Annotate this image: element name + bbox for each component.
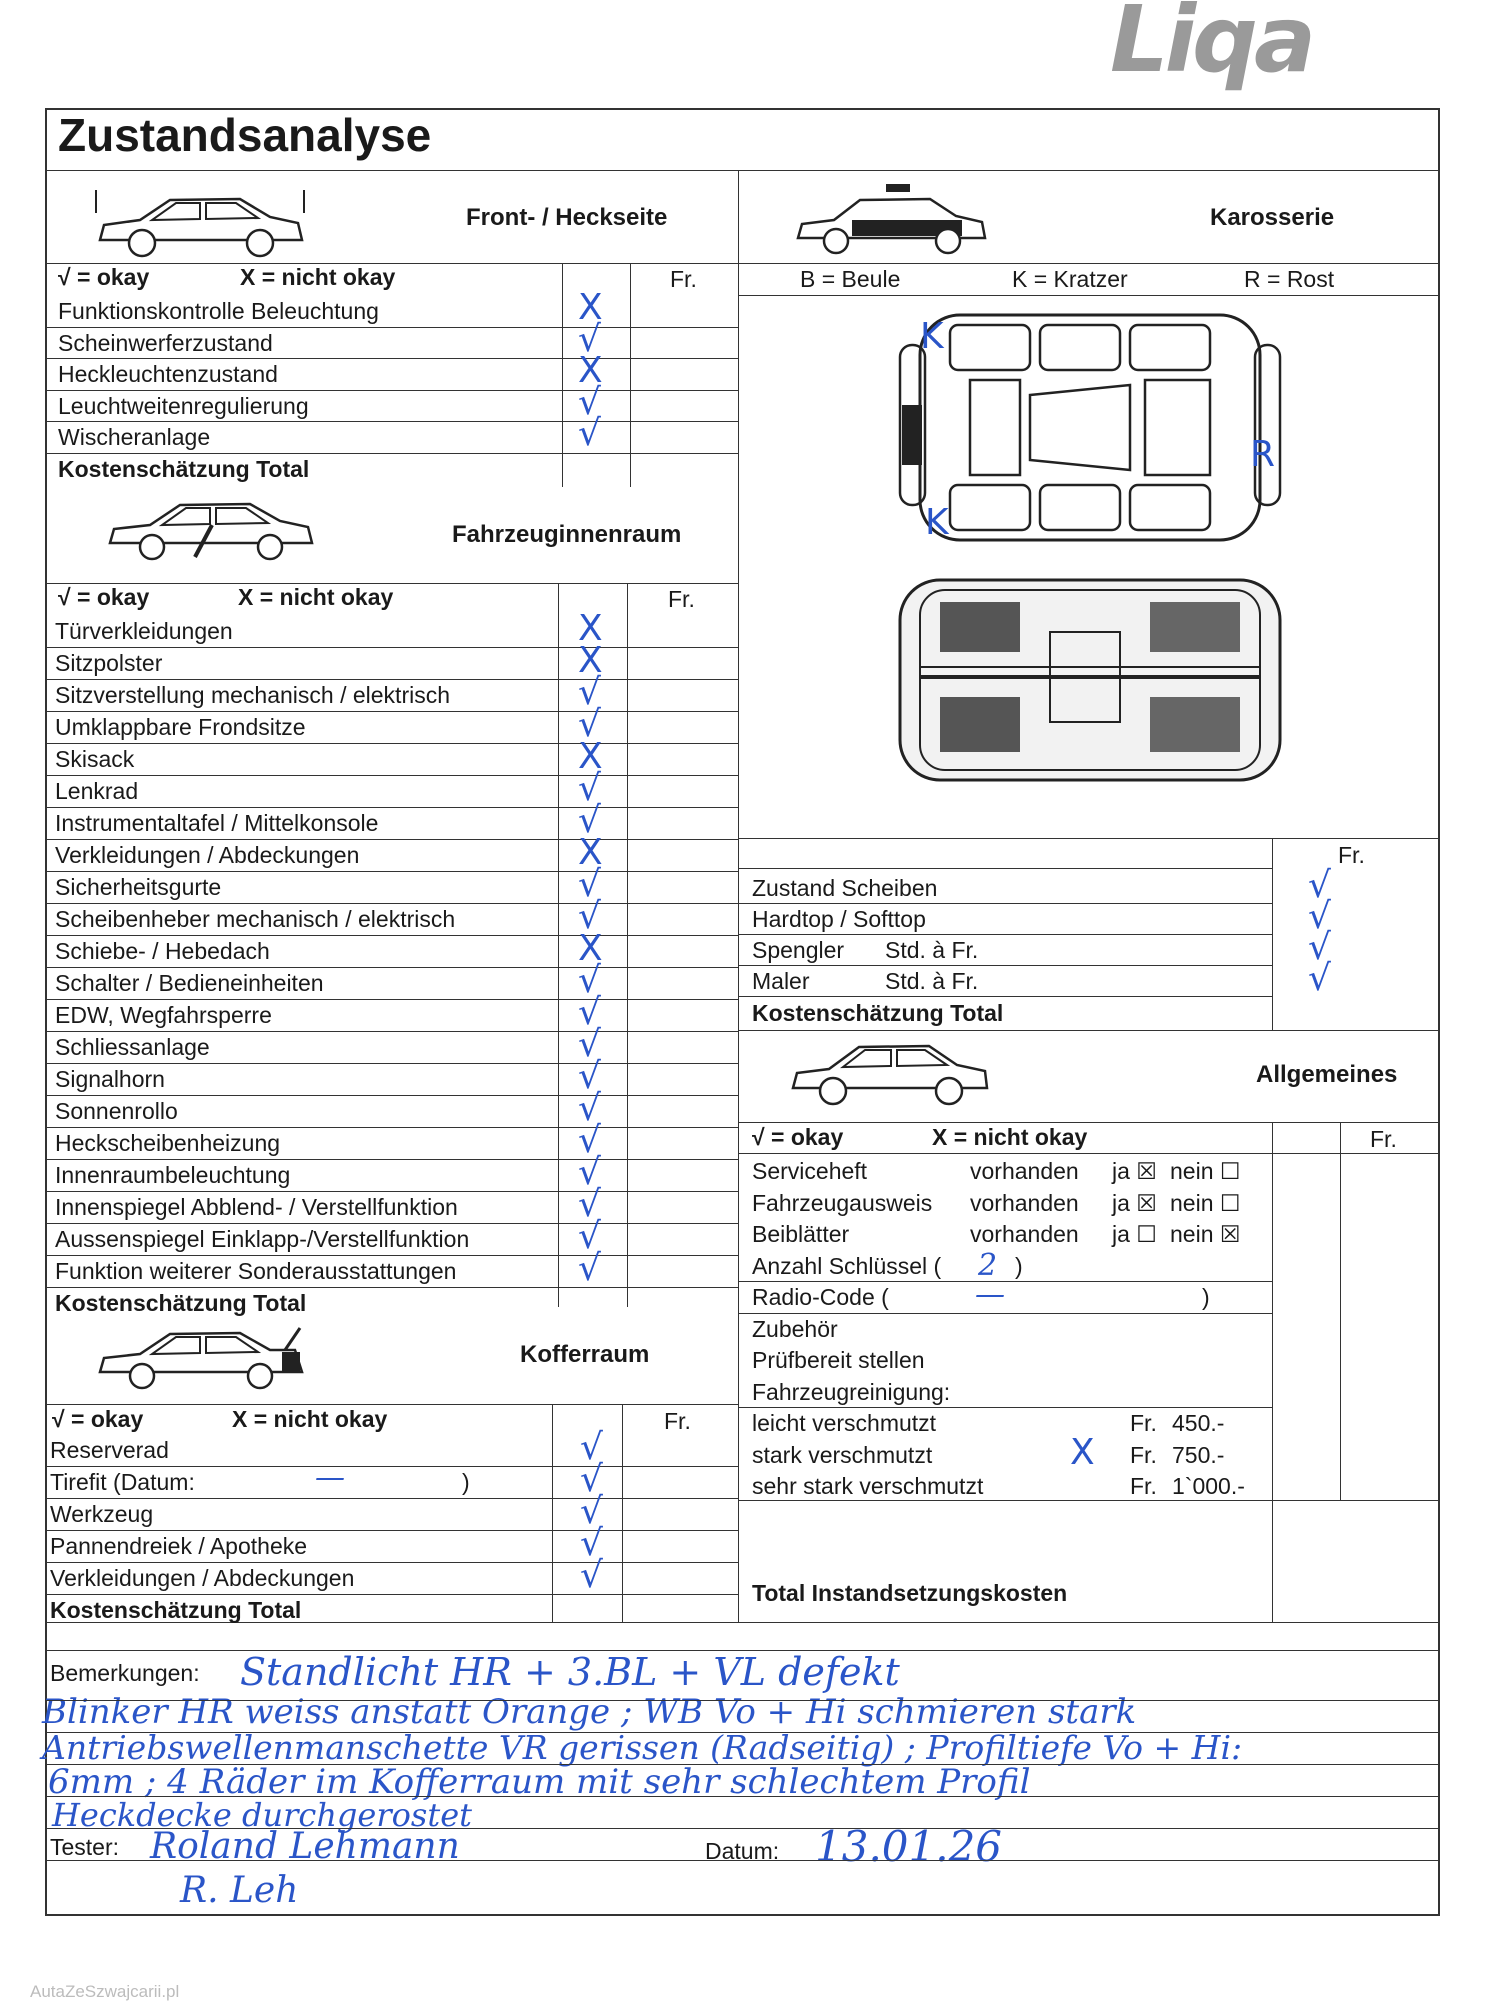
cleaning-option-label: stark verschmutzt [752,1441,933,1468]
remarks-label: Bemerkungen: [50,1660,200,1686]
front-item-mark: √ [578,381,601,423]
interior-item-label: Funktion weiterer Sonderausstattungen [55,1258,457,1284]
doc-status: vorhanden [970,1189,1079,1216]
doc-no: nein ☐ [1170,1189,1241,1216]
interior-fr-header: Fr. [668,586,695,612]
row-divider [45,935,738,936]
ready-label: Prüfbereit stellen [752,1347,925,1373]
windows-item-label: Zustand Scheiben [752,875,938,901]
doc-yes: ja ☐ [1112,1221,1157,1247]
trunk-header: Kofferraum [520,1341,650,1368]
trunk-legend-not-ok: X = nicht okay [232,1406,388,1432]
row-divider [738,1313,1272,1314]
windows-std-label: Std. à Fr. [885,968,979,994]
remarks-line-2: Blinker HR weiss anstatt Orange ; WB Vo + Hi schmieren stark [42,1692,1137,1732]
row-divider [738,903,1272,904]
car-underside-diagram [880,572,1300,787]
interior-item-mark: √ [578,1248,601,1289]
legend-ok: √ = okay [58,264,150,290]
trunk-item-label: Werkzeug [50,1501,154,1527]
row-divider [738,1281,1272,1282]
trunk-item-mark: √ [580,1523,603,1564]
windows-item-label: Hardtop / Softtop [752,906,926,932]
interior-item-label: Umklappbare Frondsitze [55,714,306,740]
row-divider [45,1287,738,1288]
interior-item-mark: √ [578,1184,601,1225]
row-divider [738,996,1272,997]
liqa-logo: Liqa [1110,0,1313,93]
row-divider [45,743,738,744]
interior-header: Fahrzeuginnenraum [452,521,682,548]
row-divider [45,421,738,422]
row-divider [45,1031,738,1032]
doc-no: nein ☐ [1170,1158,1241,1184]
keys-value: 2 [978,1247,998,1283]
row-divider [45,1498,738,1499]
remarks-line-1: Standlicht HR + 3.BL + VL defekt [240,1650,900,1694]
car-front-rear-icon [90,185,310,265]
general-legend-ok: √ = okay [752,1124,844,1150]
front-item-label: Funktionskontrolle Beleuchtung [58,298,379,324]
doc-yes: ja ☒ [1112,1158,1157,1184]
row-divider [738,1407,1272,1408]
doc-status: vorhanden [970,1221,1079,1247]
doc-no: nein ☒ [1170,1221,1241,1247]
cleaning-label: Fahrzeugreinigung: [752,1378,951,1405]
interior-item-mark: √ [578,960,601,1001]
interior-item-mark: X [578,928,603,969]
cleaning-option-price: 1`000.- [1172,1473,1245,1499]
row-divider [45,358,738,359]
body-mark-front-left: K [920,316,944,357]
trunk-item-label: Reserverad [50,1437,169,1463]
keys-close-paren: ) [1015,1252,1023,1279]
windows-item-mark: √ [1308,958,1331,999]
front-item-mark: √ [578,318,601,360]
cleaning-option-label: sehr stark verschmutzt [752,1473,984,1499]
interior-item-mark: √ [578,704,601,745]
legend-scratch: K = Kratzer [1012,266,1128,292]
interior-item-mark: √ [578,768,601,809]
windows-item-mark: √ [1308,927,1331,968]
trunk-item-label: Tirefit (Datum: [50,1469,195,1495]
row-divider [45,775,738,776]
interior-item-label: Sicherheitsgurte [55,874,222,900]
front-item-mark: X [578,350,603,391]
doc-label: Fahrzeugausweis [752,1189,933,1216]
row-divider [45,999,738,1000]
tester-label: Tester: [50,1834,120,1860]
windows-item-label: Maler [752,968,810,994]
front-item-label: Heckleuchtenzustand [58,361,278,387]
car-general-icon [785,1033,995,1113]
date-label: Datum: [705,1838,780,1864]
front-item-label: Wischeranlage [58,424,211,450]
trunk-item-label: Pannendreiek / Apotheke [50,1533,308,1559]
trunk-total-label: Kostenschätzung Total [50,1597,302,1623]
cleaning-option-currency: Fr. [1130,1441,1157,1468]
interior-item-mark: X [578,832,603,873]
interior-item-label: Schalter / Bedieneinheiten [55,970,324,996]
trunk-fr-header: Fr. [664,1408,691,1434]
interior-item-label: Lenkrad [55,778,139,804]
tirefit-close-paren: ) [462,1469,470,1495]
remarks-line-4: 6mm ; 4 Räder im Kofferraum mit sehr schlechtem Profil [48,1762,1031,1802]
row-divider [45,839,738,840]
interior-item-mark: √ [578,864,601,905]
interior-item-mark: X [578,640,603,681]
cleaning-option-price: 750.- [1172,1441,1225,1468]
legend-not-ok: X = nicht okay [240,264,396,290]
interior-item-label: Instrumentaltafel / Mittelkonsole [55,810,379,836]
cleaning-option-currency: Fr. [1130,1473,1157,1499]
interior-item-label: Heckscheibenheizung [55,1130,281,1156]
date-value: 13.01.26 [815,1822,1003,1871]
trunk-item-mark: √ [580,1427,603,1468]
interior-item-mark: √ [578,992,601,1033]
radio-code-value: — [975,1277,1005,1312]
interior-item-mark: √ [578,1088,601,1129]
car-interior-icon [100,495,320,565]
legend-dent: B = Beule [800,266,901,292]
trunk-item-mark: √ [580,1459,603,1500]
row-divider [45,1095,738,1096]
doc-label: Beiblätter [752,1221,850,1247]
cleaning-option-mark: X [1070,1431,1095,1473]
tirefit-date-value: — [315,1460,345,1495]
interior-item-mark: √ [578,800,601,841]
interior-item-label: Schiebe- / Hebedach [55,938,270,964]
keys-label: Anzahl Schlüssel ( [752,1252,942,1279]
windows-item-mark: √ [1308,865,1331,906]
interior-item-mark: √ [578,1152,601,1193]
interior-item-label: Sitzpolster [55,650,163,676]
total-repair-costs: Total Instandsetzungskosten [752,1580,1068,1606]
general-fr-header: Fr. [1370,1126,1397,1152]
front-rear-header: Front- / Heckseite [466,204,668,231]
interior-item-mark: √ [578,1120,601,1161]
interior-item-label: Aussenspiegel Einklapp-/Verstellfunktion [55,1226,470,1252]
row-divider [45,453,738,454]
interior-item-label: Skisack [55,746,135,772]
doc-yes: ja ☒ [1112,1189,1157,1216]
front-item-mark: X [578,287,603,328]
interior-item-mark: √ [578,672,601,713]
interior-item-label: Sitzverstellung mechanisch / elektrisch [55,682,450,708]
interior-item-label: Innenraumbeleuchtung [55,1162,291,1188]
general-legend-not-ok: X = nicht okay [932,1124,1088,1150]
row-divider [45,1191,738,1192]
row-divider [45,1255,738,1256]
interior-item-label: Schliessanlage [55,1034,210,1060]
front-item-label: Leuchtweitenregulierung [58,392,309,419]
row-divider [45,1562,738,1563]
body-mark-right: R [1250,434,1276,475]
interior-item-label: Signalhorn [55,1066,165,1092]
legend-rust: R = Rost [1244,266,1335,292]
row-divider [45,1063,738,1064]
interior-item-label: Scheibenheber mechanisch / elektrisch [55,906,456,932]
trunk-item-mark: √ [580,1555,603,1596]
row-divider [45,967,738,968]
body-header: Karosserie [1210,204,1335,231]
trunk-item-label: Verkleidungen / Abdeckungen [50,1565,355,1591]
doc-label: Serviceheft [752,1158,868,1184]
body-mark-rear-left: K [925,502,949,543]
row-divider [45,871,738,872]
windows-std-label: Std. à Fr. [885,937,979,963]
interior-item-mark: X [578,608,603,649]
row-divider [45,1466,738,1467]
windows-item-mark: √ [1308,896,1331,937]
radio-code-label: Radio-Code ( [752,1284,889,1310]
row-divider [45,1594,738,1595]
row-divider [45,390,738,391]
interior-item-label: Sonnenrollo [55,1098,178,1124]
interior-item-label: Türverkleidungen [55,618,233,644]
trunk-item-mark: √ [580,1491,603,1532]
front-total-label: Kostenschätzung Total [58,455,310,482]
fr-column-header: Fr. [670,266,697,292]
accessories-label: Zubehör [752,1315,838,1342]
cleaning-option-currency: Fr. [1130,1410,1157,1436]
interior-item-mark: √ [578,896,601,937]
interior-item-label: Innenspiegel Abblend- / Verstellfunktion [55,1194,458,1220]
tester-name: Roland Lehmann [150,1826,460,1867]
interior-legend-ok: √ = okay [58,584,150,610]
interior-total-label: Kostenschätzung Total [55,1290,307,1316]
row-divider [45,1223,738,1224]
interior-item-mark: √ [578,1056,601,1097]
row-divider [45,711,738,712]
row-divider [45,903,738,904]
row-divider [45,1127,738,1128]
windows-fr-header: Fr. [1338,842,1365,868]
front-item-label: Scheinwerferzustand [58,329,273,356]
row-divider [45,679,738,680]
row-divider [45,807,738,808]
interior-item-label: Verkleidungen / Abdeckungen [55,842,360,868]
windows-total-label: Kostenschätzung Total [752,1000,1004,1026]
row-divider [738,965,1272,966]
front-item-mark: √ [578,413,601,454]
page-title: Zustandsanalyse [58,109,432,161]
cleaning-option-price: 450.- [1172,1410,1225,1436]
row-divider [45,1159,738,1160]
cleaning-option-label: leicht verschmutzt [752,1410,937,1436]
radio-code-close-paren: ) [1202,1284,1210,1310]
interior-item-label: EDW, Wegfahrsperre [55,1002,272,1028]
car-trunk-icon [90,1320,310,1395]
interior-legend-not-ok: X = nicht okay [238,584,394,610]
windows-item-label: Spengler [752,937,845,963]
interior-item-mark: √ [578,1216,601,1257]
row-divider [738,934,1272,935]
doc-status: vorhanden [970,1158,1079,1184]
remarks-line-5: Heckdecke durchgerostet [52,1796,472,1834]
general-header: Allgemeines [1256,1061,1398,1088]
trunk-legend-ok: √ = okay [52,1406,144,1432]
interior-item-mark: X [578,736,603,777]
remarks-line-3: Antriebswellenmanschette VR gerissen (Radseitig) ; Profiltiefe Vo + Hi: [42,1728,1243,1767]
car-body-icon [790,180,990,260]
signature: R. Leh [180,1870,299,1911]
row-divider [45,327,738,328]
row-divider [45,647,738,648]
row-divider [45,1530,738,1531]
interior-item-mark: √ [578,1024,601,1065]
watermark-footer: AutaZeSzwajcarii.pl [30,1982,180,2001]
